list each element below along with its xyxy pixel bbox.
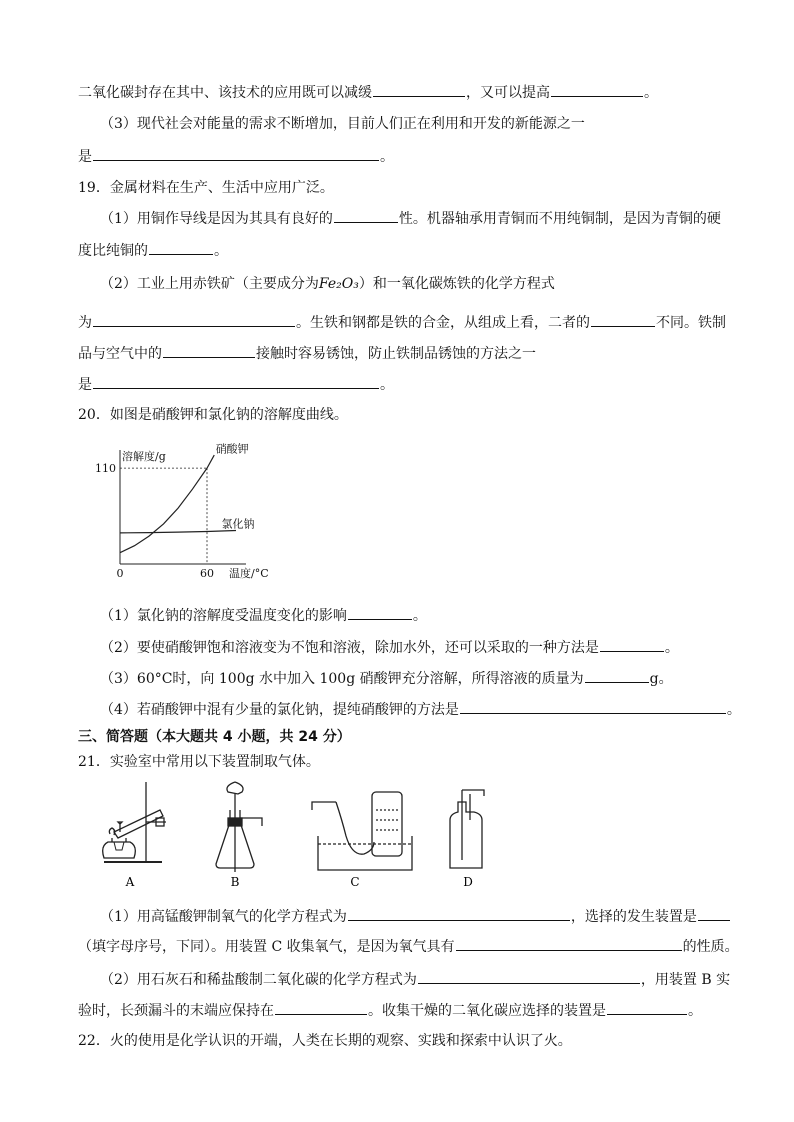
series-label-nacl: 氯化钠 <box>221 517 255 531</box>
answer-blank[interactable] <box>93 312 295 327</box>
solubility-chart <box>92 440 272 585</box>
q22-title: 22．火的使用是化学认识的开端，人类在长期的观察、实践和探索中认识了火。 <box>78 1033 572 1049</box>
q19-part2-line2: 为 。生铁和钢都是铁的合金，从组成上看，二者的 不同。铁制 <box>78 312 754 332</box>
answer-blank[interactable] <box>460 699 726 714</box>
q19-part2-line4: 是 。 <box>78 374 754 394</box>
series-line-kno3 <box>120 455 214 553</box>
q21-title: 21．实验室中常用以下装置制取气体。 <box>78 754 320 770</box>
section-3-heading: 三、简答题（本大题共 4 小题，共 24 分） <box>78 729 351 745</box>
chart-series <box>120 455 236 553</box>
q19-part2: （2）工业上用赤铁矿（主要成分为Fe₂O₃）和一氧化碳炼铁的化学方程式 <box>100 276 555 292</box>
q20-part2: （2）要使硝酸钾饱和溶液变为不饱和溶液，除加水外，还可以采取的一种方法是 。 <box>100 637 754 657</box>
answer-blank[interactable] <box>373 82 465 97</box>
answer-blank[interactable] <box>607 1000 687 1015</box>
answer-blank[interactable] <box>334 208 398 223</box>
series-label-kno3: 硝酸钾 <box>215 442 249 456</box>
q20-part1: （1）氯化钠的溶解度受温度变化的影响 。 <box>100 605 754 625</box>
q18-part3: （3）现代社会对能量的需求不断增加，目前人们正在利用和开发的新能源之一 <box>100 116 585 132</box>
x-tick-60: 60 <box>200 567 214 580</box>
q21-part2: （2）用石灰石和稀盐酸制二氧化碳的化学方程式为 ，用装置 B 实 <box>100 969 754 989</box>
answer-blank[interactable] <box>551 82 643 97</box>
q19-part1-cont: 度比纯铜的 。 <box>78 240 754 260</box>
answer-blank[interactable] <box>456 936 682 951</box>
y-tick-110: 110 <box>95 462 116 476</box>
q19-part2-line3: 品与空气中的 接触时容易锈蚀，防止铁制品锈蚀的方法之一 <box>78 343 754 363</box>
q21-part2-cont: 验时，长颈漏斗的末端应保持在 。收集干燥的二氧化碳应选择的装置是 。 <box>78 1000 754 1020</box>
q21-part1-cont: （填字母序号，下同）。用装置 C 收集氧气，是因为氧气具有 的性质。 <box>78 936 754 956</box>
apparatus-label-d: D <box>463 875 473 889</box>
answer-blank[interactable] <box>585 668 649 683</box>
q19-part1: （1）用铜作导线是因为其具有良好的 性。机器轴承用青铜而不用纯铜制，是因为青铜的硬 <box>100 208 754 228</box>
answer-blank[interactable] <box>600 637 664 652</box>
apparatus-a <box>103 782 166 862</box>
chart-labels <box>95 441 269 580</box>
apparatus-label-c: C <box>350 875 360 889</box>
x-tick-0: 0 <box>116 567 124 580</box>
fe2o3-formula: Fe₂O₃ <box>318 276 359 292</box>
answer-blank[interactable] <box>149 240 213 255</box>
answer-blank[interactable] <box>591 312 655 327</box>
answer-blank[interactable] <box>418 969 640 984</box>
y-axis-label: 溶解度/g <box>122 450 166 463</box>
answer-blank[interactable] <box>348 605 412 620</box>
apparatus-d <box>450 790 484 868</box>
q18-part3-answer: 是 。 <box>78 146 754 166</box>
apparatus-label-b: B <box>230 875 240 889</box>
apparatus-figure <box>90 780 510 892</box>
q18-line1: 二氧化碳封存在其中、该技术的应用既可以减缓 ，又可以提高 。 <box>78 82 754 102</box>
q21-part1: （1）用高锰酸钾制氧气的化学方程式为 ，选择的发生装置是 <box>100 906 754 926</box>
apparatus-label-a: A <box>125 875 135 889</box>
answer-blank[interactable] <box>163 343 255 358</box>
series-line-nacl <box>120 531 236 533</box>
x-axis-label: 温度/°C <box>229 567 269 580</box>
q20-part4: （4）若硝酸钾中混有少量的氯化钠，提纯硝酸钾的方法是 。 <box>100 699 754 719</box>
chart-axes <box>120 450 246 564</box>
answer-blank[interactable] <box>275 1000 367 1015</box>
q20-title: 20．如图是硝酸钾和氯化钠的溶解度曲线。 <box>78 407 348 423</box>
answer-blank[interactable] <box>698 906 730 921</box>
answer-blank[interactable] <box>93 374 379 389</box>
q19-title: 19．金属材料在生产、生活中应用广泛。 <box>78 180 334 196</box>
apparatus-c <box>312 792 412 870</box>
apparatus-b <box>216 782 262 872</box>
q20-part3: （3）60°C时，向 100g 水中加入 100g 硝酸钾充分溶解，所得溶液的质量为 g。 <box>100 668 754 688</box>
answer-blank[interactable] <box>348 906 570 921</box>
answer-blank[interactable] <box>93 146 379 161</box>
